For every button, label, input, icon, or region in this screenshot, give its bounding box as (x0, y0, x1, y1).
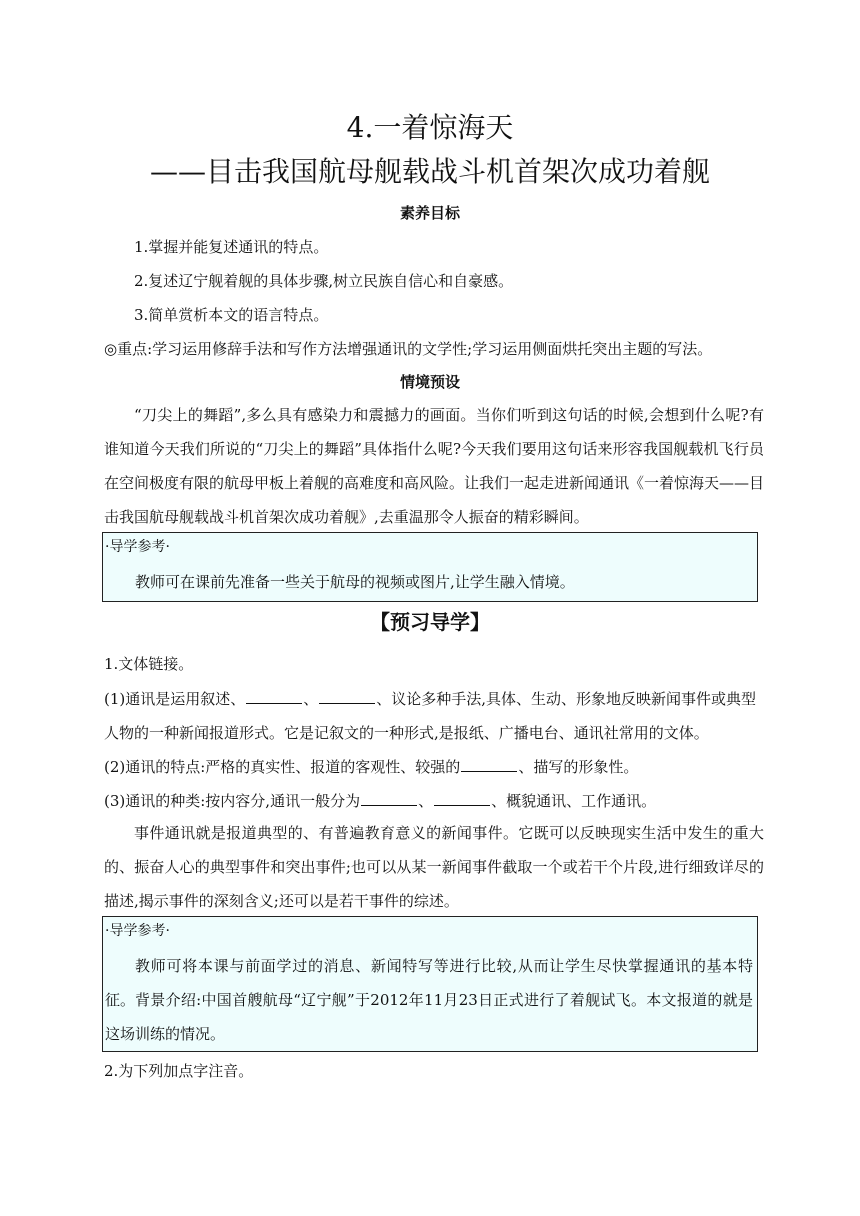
p1-part2: 、 (303, 690, 319, 708)
goal-item-3: 3.简单赏析本文的语言特点。 (134, 306, 329, 324)
key-points: ◎重点:学习运用修辞手法和写作方法增强通讯的文学性;学习运用侧面烘托突出主题的写法。 (104, 340, 713, 358)
item-2-title: 2.为下列加点字注音。 (104, 1062, 254, 1080)
page-title: 4.一着惊海天 (346, 111, 514, 144)
guide-box-1 (102, 532, 758, 602)
para-2 (104, 756, 764, 778)
goals-heading: 素养目标 (399, 204, 460, 222)
scenario-text: “刀尖上的舞蹈”,多么具有感染力和震撼力的画面。当你们听到这句话的时候,会想到什么呢?有谁知道今天我们所说的“刀尖上的舞蹈”具体指什么呢?今天我们要用这句话来形容我国舰载机飞行员在空间极度有限的航母甲板上着舰的高难度和高风险。让我们一起走进新闻通讯《一着惊海天——目击我国航母舰载战斗机首架次成功着舰》,去重温那令人振奋的精彩瞬间。 (104, 406, 765, 526)
guide-box-2 (102, 916, 758, 1052)
p3-part3: 、概貌通讯、工作通讯。 (491, 792, 657, 810)
blank-4[interactable] (361, 791, 417, 806)
para-3 (104, 790, 764, 812)
blank-1[interactable] (246, 689, 302, 704)
event-communication-text: 事件通讯就是报道典型的、有普遍教育意义的新闻事件。它既可以反映现实生活中发生的重大的、振奋人心的典型事件和突出事件;也可以从某一新闻事件截取一个或若干个片段,进行细致详尽的描述,揭示事件的深刻含义;还可以是若干事件的综述。 (104, 824, 764, 910)
guide-box-2-text-1: 教师可将本课与前面学过的消息、新闻特写等进行比较,从而让学生尽快掌握通讯的基本特征。 (105, 957, 753, 1009)
p1-part1: (1)通讯是运用叙述、 (104, 690, 246, 708)
p2-part2: 、描写的形象性。 (518, 758, 639, 776)
scenario-heading: 情境预设 (399, 373, 460, 391)
goal-item-1: 1.掌握并能复述通讯的特点。 (134, 238, 329, 256)
blank-3[interactable] (461, 757, 517, 772)
para-1-line-1 (104, 688, 764, 710)
para-1-line-2: 人物的一种新闻报道形式。它是记叙文的一种形式,是报纸、广播电台、通讯社常用的文体。 (104, 724, 709, 742)
p3-part1: (3)通讯的种类:按内容分,通讯一般分为 (104, 792, 361, 810)
blank-2[interactable] (319, 689, 375, 704)
item-1-title: 1.文体链接。 (104, 655, 194, 673)
page-subtitle: ——目击我国航母舰载战斗机首架次成功着舰 (149, 155, 710, 188)
guide-box-1-label: ·导学参考· (105, 539, 170, 555)
p1-part3: 、议论多种手法,具体、生动、形象地反映新闻事件或典型 (376, 690, 757, 708)
p2-part1: (2)通讯的特点:严格的真实性、报道的客观性、较强的 (104, 758, 461, 776)
p3-part2: 、 (418, 792, 434, 810)
guide-box-1-text: 教师可在课前先准备一些关于航母的视频或图片,让学生融入情境。 (135, 573, 575, 591)
guide-box-2-text-2: 背景介绍:中国首艘航母“辽宁舰”于2012年11月23日正式进行了着舰试飞。本文报道的就是这场训练的情况。 (105, 991, 753, 1043)
section-heading-preview: 【预习导学】 (370, 610, 490, 634)
guide-box-2-label: ·导学参考· (105, 923, 170, 939)
goal-item-2: 2.复述辽宁舰着舰的具体步骤,树立民族自信心和自豪感。 (134, 272, 514, 290)
blank-5[interactable] (434, 791, 490, 806)
